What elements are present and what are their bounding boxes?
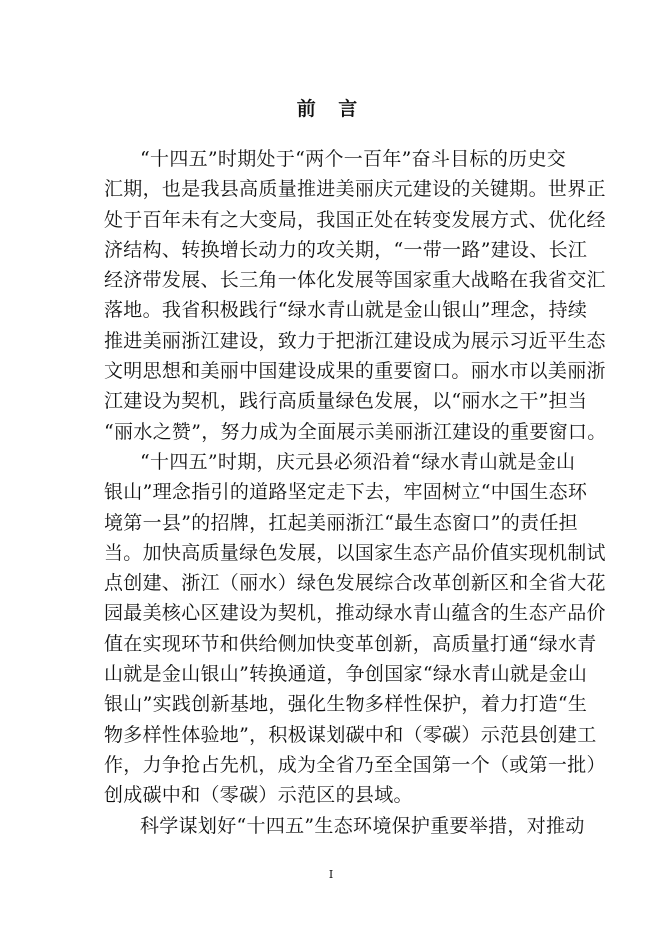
text-line: “丽水之赞”，努力成为全面展示美丽浙江建设的重要窗口。 <box>104 420 607 443</box>
text-line: “十四五”时期处于“两个一百年”奋斗目标的历史交 <box>140 148 567 170</box>
page-number: I <box>328 868 334 881</box>
paragraph-3 <box>104 811 585 841</box>
text-line: 汇期，也是我县高质量推进美丽庆元建设的关键期。世界正 <box>104 178 606 201</box>
text-line: 银山”实践创新基地，强化生物多样性保护，着力打造“生 <box>104 693 588 716</box>
text-line: 江建设为契机，践行高质量绿色发展，以“丽水之干”担当 <box>104 390 588 413</box>
text-line: 文明思想和美丽中国建设成果的重要窗口。丽水市以美丽浙 <box>104 360 606 383</box>
text-line: 落地。我省积极践行“绿水青山就是金山银山”理念，持续 <box>104 299 588 322</box>
text-line: 值在实现环节和供给侧加快变革创新，高质量打通“绿水青 <box>104 632 597 655</box>
text-line: “十四五”时期，庆元县必须沿着“绿水青山就是金山 <box>140 450 576 473</box>
text-line: 处于百年未有之大变局，我国正处在转变发展方式、优化经 <box>104 208 606 231</box>
text-line: 济结构、转换增长动力的攻关期，“一带一路”建设、长江 <box>104 238 588 261</box>
document-body <box>104 144 607 841</box>
text-line: 物多样性体验地”，积极谋划碳中和（零碳）示范县创建工 <box>104 723 597 746</box>
text-line: 点创建、浙江（丽水）绿色发展综合改革创新区和全省大花 <box>104 572 606 595</box>
text-line: 山就是金山银山”转换通道，争创国家“绿水青山就是金山 <box>104 663 588 686</box>
text-line: 作，力争抢占先机，成为全省乃至全国第一个（或第一批） <box>104 753 606 776</box>
text-line: 经济带发展、长三角一体化发展等国家重大战略在我省交汇 <box>104 269 606 292</box>
text-line: 境第一县”的招牌，扛起美丽浙江“最生态窗口”的责任担 <box>104 511 578 534</box>
text-line: 银山”理念指引的道路坚定走下去，牢固树立“中国生态环 <box>104 481 588 504</box>
page-title: 前 言 <box>296 98 366 120</box>
paragraph-2 <box>104 447 606 811</box>
text-line: 园最美核心区建设为契机，推动绿水青山蕴含的生态产品价 <box>104 602 606 625</box>
text-line: 创成碳中和（零碳）示范区的县域。 <box>104 784 413 807</box>
text-line: 推进美丽浙江建设，致力于把浙江建设成为展示习近平生态 <box>104 329 606 352</box>
paragraph-1 <box>104 144 607 447</box>
text-line: 科学谋划好“十四五”生态环境保护重要举措，对推动 <box>140 814 585 837</box>
text-line: 当。加快高质量绿色发展，以国家生态产品价值实现机制试 <box>104 541 606 564</box>
